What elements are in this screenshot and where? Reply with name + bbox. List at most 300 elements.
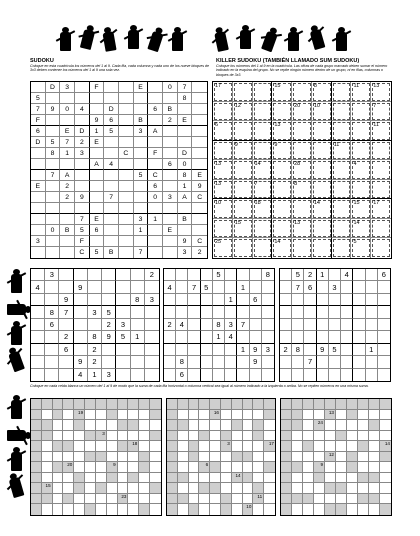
- kakuro-cell: [325, 483, 336, 494]
- sudoku-cell: 7: [237, 319, 249, 331]
- kakuro-cell: [210, 504, 221, 515]
- sudoku-cell: [341, 306, 353, 318]
- hex-grid-cell: [31, 214, 46, 225]
- kakuro-cell: [139, 420, 150, 431]
- sudoku-cell: 1: [213, 331, 225, 343]
- sudoku-cell: [329, 294, 341, 306]
- kakuro-cell: [167, 494, 178, 505]
- kakuro-cell: [150, 410, 161, 421]
- kakuro-clue: 15: [45, 483, 51, 489]
- kakuro-cell: [139, 441, 150, 452]
- kakuro-cell: [347, 441, 358, 452]
- sudoku-cell: [237, 369, 249, 381]
- kakuro-cell: [96, 462, 107, 473]
- hex-grid-cell: [134, 181, 149, 192]
- sudoku-cell: [341, 281, 353, 293]
- hex-grid-cell: [90, 170, 105, 181]
- killer-grid-cell: [233, 102, 253, 122]
- sudoku-cell: [31, 344, 45, 356]
- hex-grid-cell: [75, 181, 90, 192]
- kakuro-cell: [221, 483, 232, 494]
- kakuro-cell: [232, 420, 243, 431]
- kakuro-cell: [347, 452, 358, 463]
- sudoku-cell: 4: [225, 331, 237, 343]
- sudoku-cell: [188, 356, 200, 368]
- kakuro-cell: [118, 504, 129, 515]
- sudoku-cell: 2: [280, 344, 292, 356]
- hex-grid-cell: 2: [60, 192, 75, 203]
- hex-grid-cell: E: [90, 137, 105, 148]
- hex-grid-cell: 3: [163, 192, 178, 203]
- killer-grid-cell: [312, 141, 332, 161]
- hex-grid-cell: [75, 93, 90, 104]
- kakuro-cell: [199, 431, 210, 442]
- kakuro-cell: [150, 494, 161, 505]
- hex-grid-cell: [148, 115, 163, 126]
- kakuro-cell: [380, 441, 391, 452]
- kakuro-cell: [178, 431, 189, 442]
- sudoku-cell: 2: [164, 319, 176, 331]
- kakuro-cell: [253, 399, 264, 410]
- killer-grid-cell: [371, 102, 391, 122]
- sudoku-cell: [237, 356, 249, 368]
- sudoku-cell: [353, 331, 365, 343]
- kakuro-cell: [303, 473, 314, 484]
- kakuro-cell: [189, 483, 200, 494]
- kakuro-cell: [31, 462, 42, 473]
- kakuro-cell: [221, 399, 232, 410]
- kakuro-cell: [264, 473, 275, 484]
- kakuro-cell: [178, 452, 189, 463]
- kakuro-cell: [281, 494, 292, 505]
- kakuro-cell: [253, 452, 264, 463]
- sudoku-cell: [131, 319, 145, 331]
- kakuro-cell: [85, 441, 96, 452]
- kakuro-cell: [63, 462, 74, 473]
- kakuro-cell: [128, 483, 139, 494]
- hex-grid-cell: [31, 203, 46, 214]
- sudoku-cell: [341, 344, 353, 356]
- hex-grid-cell: [119, 203, 134, 214]
- kakuro-cell: [303, 399, 314, 410]
- hex-grid-cell: [134, 137, 149, 148]
- hex-grid-cell: [178, 104, 193, 115]
- killer-grid-cell: [292, 238, 312, 258]
- kakuro-cell: [96, 452, 107, 463]
- sudoku-cell: 6: [304, 281, 316, 293]
- sudoku-cell: [262, 369, 274, 381]
- kakuro-grid-2: [166, 398, 276, 516]
- kakuro-cell: [53, 431, 64, 442]
- kakuro-cell: [107, 431, 118, 442]
- hex-grid-cell: [148, 236, 163, 247]
- hex-grid-cell: D: [75, 126, 90, 137]
- hex-grid-cell: [192, 214, 207, 225]
- kakuro-cell: [63, 504, 74, 515]
- sudoku-cell: [31, 369, 45, 381]
- hex-grid-cell: [148, 82, 163, 93]
- killer-heading: KILLER SUDOKU (TAMBIÉN LLAMADO SUM SUDOKU): [216, 58, 360, 64]
- sudoku-cell: [378, 306, 390, 318]
- hex-grid-cell: [46, 159, 61, 170]
- sudoku-cell: [353, 369, 365, 381]
- kakuro-cell: [336, 473, 347, 484]
- kakuro-cell: [253, 462, 264, 473]
- hex-grid-cell: [46, 115, 61, 126]
- kakuro-cell: [232, 452, 243, 463]
- sudoku-cell: [164, 306, 176, 318]
- killer-cage-sum: 11: [333, 141, 340, 148]
- kakuro-cell: [325, 399, 336, 410]
- sudoku-cell: 3: [145, 294, 159, 306]
- killer-cage-sum: 14: [313, 200, 320, 207]
- kakuro-cell: [210, 410, 221, 421]
- killer-grid-cell: [213, 102, 233, 122]
- sudoku-cell: [59, 281, 73, 293]
- kakuro-cell: [128, 410, 139, 421]
- kakuro-cell: [85, 410, 96, 421]
- sudoku-cell: [329, 319, 341, 331]
- sudoku-cell: [145, 331, 159, 343]
- kakuro-cell: [210, 441, 221, 452]
- killer-cage-sum: 17: [373, 200, 380, 207]
- killer-grid-cell: [351, 199, 371, 219]
- kakuro-clue: 17: [268, 441, 274, 447]
- kakuro-cell: [167, 473, 178, 484]
- kakuro-cell: [303, 431, 314, 442]
- side-banner-art-middle: [8, 268, 26, 376]
- kakuro-cell: [243, 494, 254, 505]
- kakuro-cell: [369, 494, 380, 505]
- sudoku-cell: [201, 306, 213, 318]
- kakuro-cell: [232, 431, 243, 442]
- sudoku-cell: 7: [304, 356, 316, 368]
- kakuro-cell: [74, 410, 85, 421]
- killer-grid-cell: [272, 160, 292, 180]
- sudoku-cell: 4: [31, 281, 45, 293]
- sudoku-cell: [45, 356, 59, 368]
- kakuro-cell: [314, 410, 325, 421]
- kakuro-cell: [314, 399, 325, 410]
- kakuro-cell: [369, 452, 380, 463]
- kakuro-cell: [42, 399, 53, 410]
- sudoku-cell: [201, 356, 213, 368]
- killer-cage-sum: 25: [215, 239, 222, 246]
- kakuro-cell: [264, 462, 275, 473]
- hex-grid-cell: A: [60, 170, 75, 181]
- kakuro-cell: [107, 462, 118, 473]
- kakuro-cell: [369, 410, 380, 421]
- hex-grid-cell: [119, 225, 134, 236]
- kakuro-cell: [199, 420, 210, 431]
- kakuro-cell: [303, 483, 314, 494]
- kakuro-cell: [178, 399, 189, 410]
- killer-cage-sum: 7: [254, 180, 258, 187]
- sudoku-cell: [188, 319, 200, 331]
- sudoku-grid-1: [30, 268, 160, 382]
- kakuro-cell: [253, 504, 264, 515]
- kakuro-cell: [107, 504, 118, 515]
- sudoku-cell: [262, 319, 274, 331]
- kakuro-cell: [347, 399, 358, 410]
- hex-grid-cell: [104, 137, 119, 148]
- killer-grid-cell: [371, 141, 391, 161]
- kakuro-cell: [178, 462, 189, 473]
- kakuro-cell: [53, 504, 64, 515]
- kakuro-cell: [336, 410, 347, 421]
- kakuro-cell: [369, 504, 380, 515]
- sudoku-cell: [145, 281, 159, 293]
- sudoku-cell: 6: [176, 369, 188, 381]
- killer-instructions: Coloque los números del 1 al 9 en la cuadrícula. Las cifras de cada grupo marcado deben sumar el número indicado en la esquina del grupo. No se repite ningún número dentro de un grupo, ni en filas, columnas o bloques de 3x3.: [216, 64, 388, 77]
- side-banner-art-bottom: [8, 396, 26, 516]
- sudoku-cell: [237, 331, 249, 343]
- hex-grid-cell: [134, 159, 149, 170]
- hex-grid-cell: [148, 159, 163, 170]
- kakuro-cell: [74, 420, 85, 431]
- hex-grid-cell: B: [134, 115, 149, 126]
- kakuro-cell: [139, 494, 150, 505]
- kakuro-cell: [74, 452, 85, 463]
- kakuro-cell: [281, 420, 292, 431]
- hex-grid-cell: [134, 104, 149, 115]
- kakuro-cell: [167, 483, 178, 494]
- killer-grid-cell: [233, 121, 253, 141]
- hex-grid-cell: [31, 192, 46, 203]
- sudoku-cell: 4: [164, 281, 176, 293]
- killer-grid-cell: [253, 238, 273, 258]
- sudoku-cell: 4: [176, 319, 188, 331]
- sudoku-cell: 3: [116, 319, 130, 331]
- kakuro-cell: [281, 410, 292, 421]
- sudoku-cell: [280, 306, 292, 318]
- kakuro-cell: [358, 462, 369, 473]
- sudoku-cell: [201, 331, 213, 343]
- kakuro-cell: [96, 494, 107, 505]
- hex-grid-cell: [46, 203, 61, 214]
- kakuro-cell: [128, 431, 139, 442]
- hex-grid-cell: [134, 192, 149, 203]
- sudoku-cell: [317, 281, 329, 293]
- kakuro-clue: 14: [235, 472, 241, 478]
- sudoku-cell: [353, 281, 365, 293]
- sudoku-cell: [131, 269, 145, 281]
- killer-cage-sum: 17: [215, 83, 222, 89]
- kakuro-cell: [281, 504, 292, 515]
- kakuro-cell: [264, 452, 275, 463]
- kakuro-cell: [42, 494, 53, 505]
- sudoku-cell: [145, 369, 159, 381]
- kakuro-cell: [31, 399, 42, 410]
- kakuro-cell: [189, 420, 200, 431]
- sudoku-cell: [164, 369, 176, 381]
- hex-grid-cell: [104, 170, 119, 181]
- sudoku-cell: 5: [116, 331, 130, 343]
- sudoku-cell: [329, 356, 341, 368]
- sudoku-cell: [262, 356, 274, 368]
- kakuro-cell: [221, 410, 232, 421]
- hex-grid-cell: [60, 93, 75, 104]
- sudoku-cell: [45, 369, 59, 381]
- kakuro-cell: [128, 504, 139, 515]
- kakuro-cell: [336, 441, 347, 452]
- sudoku-cell: 3: [329, 281, 341, 293]
- hex-grid-cell: [104, 82, 119, 93]
- kakuro-cell: [210, 473, 221, 484]
- sudoku-cell: 9: [74, 356, 88, 368]
- killer-grid-cell: [332, 102, 352, 122]
- sudoku-cell: [304, 306, 316, 318]
- hex-grid-cell: [46, 236, 61, 247]
- hex-grid-cell: [119, 181, 134, 192]
- hex-grid-cell: E: [134, 82, 149, 93]
- hex-grid-cell: [148, 203, 163, 214]
- sudoku-cell: [366, 269, 378, 281]
- hex-grid-cell: 0: [46, 225, 61, 236]
- killer-cage-sum: 10: [313, 102, 320, 109]
- kakuro-cell: [292, 473, 303, 484]
- killer-grid-cell: [292, 141, 312, 161]
- kakuro-cell: [150, 452, 161, 463]
- kakuro-cell: [253, 473, 264, 484]
- kakuro-cell: [243, 420, 254, 431]
- kakuro-cell: [189, 410, 200, 421]
- kakuro-cell: [178, 420, 189, 431]
- hex-grid-cell: [60, 214, 75, 225]
- sudoku-cell: [176, 344, 188, 356]
- sudoku-cell: [292, 369, 304, 381]
- hex-grid-cell: 1: [90, 126, 105, 137]
- sudoku-heading: SUDOKU: [30, 58, 54, 64]
- hex-grid-cell: 6: [104, 115, 119, 126]
- killer-grid-cell: [272, 199, 292, 219]
- kakuro-cell: [42, 504, 53, 515]
- kakuro-cell: [221, 452, 232, 463]
- hex-grid-cell: 9: [192, 181, 207, 192]
- kakuro-cell: [314, 483, 325, 494]
- kakuro-cell: [336, 462, 347, 473]
- kakuro-cell: [189, 462, 200, 473]
- sudoku-cell: [213, 306, 225, 318]
- hex-grid-cell: 1: [148, 214, 163, 225]
- kakuro-cell: [139, 410, 150, 421]
- sudoku-cell: [317, 319, 329, 331]
- killer-grid-cell: [272, 219, 292, 239]
- killer-grid-cell: [213, 82, 233, 102]
- sudoku-cell: 1: [317, 269, 329, 281]
- killer-cage-sum: 13: [215, 180, 222, 187]
- hex-grid-cell: [192, 115, 207, 126]
- kakuro-cell: [281, 452, 292, 463]
- kakuro-cell: [128, 452, 139, 463]
- killer-cage-sum: 13: [274, 122, 281, 129]
- killer-grid-cell: [312, 160, 332, 180]
- hex-grid-cell: [119, 82, 134, 93]
- sudoku-cell: [378, 344, 390, 356]
- kakuro-cell: [53, 441, 64, 452]
- kakuro-cell: [189, 452, 200, 463]
- sudoku-cell: [31, 331, 45, 343]
- killer-cage-sum: 4: [353, 161, 357, 168]
- kakuro-cell: [336, 420, 347, 431]
- killer-grid-cell: [371, 82, 391, 102]
- kakuro-cell: [199, 441, 210, 452]
- sudoku-cell: [102, 356, 116, 368]
- sudoku-cell: [145, 356, 159, 368]
- sudoku-cell: [116, 281, 130, 293]
- killer-cage-sum: 13: [215, 161, 222, 168]
- hex-grid-cell: [192, 104, 207, 115]
- kakuro-cell: [210, 494, 221, 505]
- kakuro-cell: [380, 462, 391, 473]
- hex-grid-cell: 3: [75, 148, 90, 159]
- sudoku-cell: 9: [74, 281, 88, 293]
- kakuro-clue: 23: [121, 493, 127, 499]
- kakuro-cell: [150, 399, 161, 410]
- hex-grid-cell: 1: [178, 181, 193, 192]
- sudoku-cell: [292, 306, 304, 318]
- kakuro-cell: [336, 431, 347, 442]
- killer-grid-cell: [292, 82, 312, 102]
- sudoku-cell: [304, 294, 316, 306]
- kakuro-cell: [199, 462, 210, 473]
- kakuro-cell: [380, 410, 391, 421]
- killer-grid-cell: [312, 82, 332, 102]
- hex-grid-cell: 6: [163, 159, 178, 170]
- sudoku-cell: [341, 319, 353, 331]
- sudoku-cell: 8: [45, 306, 59, 318]
- hex-grid-cell: [119, 115, 134, 126]
- sudoku-cell: [176, 281, 188, 293]
- kakuro-cell: [210, 420, 221, 431]
- hex-grid-cell: [31, 82, 46, 93]
- kakuro-cell: [325, 420, 336, 431]
- kakuro-cell: [336, 483, 347, 494]
- sudoku-cell: [74, 294, 88, 306]
- killer-cage-sum: 14: [274, 239, 281, 246]
- kakuro-cell: [264, 410, 275, 421]
- hex-grid-cell: 3: [134, 126, 149, 137]
- kakuro-cell: [253, 494, 264, 505]
- hex-grid-cell: 7: [31, 104, 46, 115]
- hex-grid-cell: [163, 214, 178, 225]
- kakuro-cell: [264, 504, 275, 515]
- kakuro-cell: [253, 441, 264, 452]
- killer-cage-sum: 15: [274, 83, 281, 89]
- kakuro-cell: [85, 494, 96, 505]
- sudoku-cell: [292, 319, 304, 331]
- hex-grid-cell: [148, 247, 163, 258]
- sudoku-cell: [329, 269, 341, 281]
- kakuro-cell: [53, 420, 64, 431]
- killer-grid-cell: [292, 102, 312, 122]
- kakuro-cell: [42, 462, 53, 473]
- sudoku-cell: 5: [201, 281, 213, 293]
- sudoku-cell: [74, 319, 88, 331]
- hex-grid-cell: D: [104, 104, 119, 115]
- sudoku-cell: [341, 294, 353, 306]
- killer-cage-sum: 28: [294, 161, 301, 168]
- kakuro-cell: [150, 441, 161, 452]
- killer-sudoku-grid: [212, 81, 392, 259]
- killer-grid-cell: [213, 199, 233, 219]
- sudoku-cell: [353, 269, 365, 281]
- killer-grid-cell: [351, 141, 371, 161]
- hex-grid-cell: [60, 159, 75, 170]
- hex-grid-cell: [60, 115, 75, 126]
- hex-grid-cell: B: [163, 104, 178, 115]
- sudoku-cell: [188, 369, 200, 381]
